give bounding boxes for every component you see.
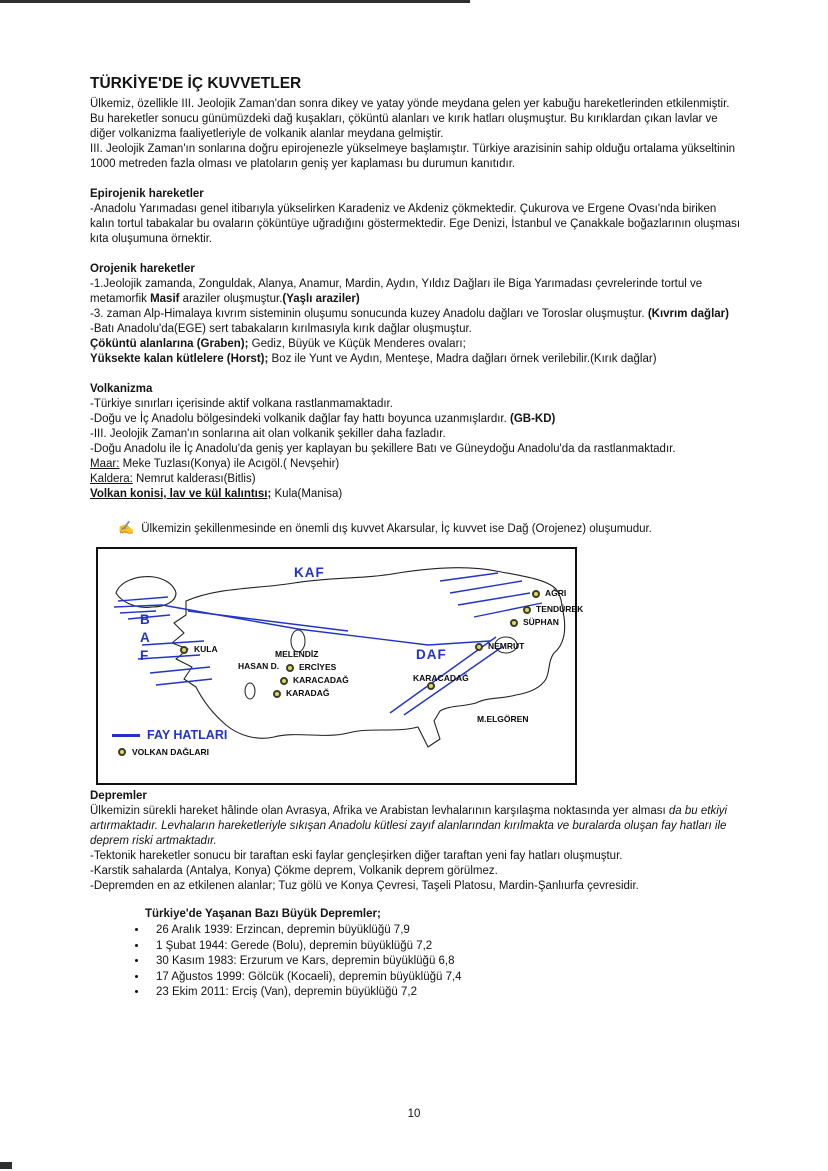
text-segment: Ülkemiz, özellikle III. Jeolojik Zaman'dan sonra dikey ve yatay yönde meydana gelen yer kabuğu hareketlerinden etkilenmiştir. Bu hareketler sonucu günümüzdeki dağ kuşakları, çöküntü alanları ve kırık hatları oluşmuştur. Bu kırıklardan çıkan lavlar ve diğer volkanizma faaliyetleriyle de volkanik alanlar meydana gelmiştir. bbox=[90, 98, 730, 140]
earthquake-item: • 30 Kasım 1983: Erzurum ve Kars, depremin büyüklüğü 6,8 bbox=[148, 954, 742, 970]
volcano-label: AĞRI bbox=[545, 588, 567, 598]
text-segment: Gediz, Büyük ve Küçük Menderes ovaları; bbox=[248, 338, 466, 350]
text-segment: (GB-KD) bbox=[510, 413, 556, 425]
legend-fault-label: FAY HATLARI bbox=[147, 728, 228, 742]
volcano-marker-icon bbox=[523, 606, 531, 614]
volcano-label: HASAN D. bbox=[238, 661, 280, 671]
earthquake-list bbox=[90, 923, 742, 1001]
earthquake-item: • 17 Ağustos 1999: Gölcük (Kocaeli), depremin büyüklüğü 7,4 bbox=[148, 970, 742, 986]
baf-letter: B bbox=[140, 612, 150, 627]
legend-fault-lines bbox=[112, 728, 227, 742]
volcano-marker-icon bbox=[280, 677, 288, 685]
page-number: 10 bbox=[407, 1108, 421, 1120]
text-segment: III. Jeolojik Zaman'ın sonlarına doğru epirojenezle yükselmeye başlamıştır. Türkiye arazisinin sahip olduğu ortalama yükseltinin 1000 metreden fazla olması ve platoların geniş yer kaplaması bu durumun kanıtıdır. bbox=[90, 143, 736, 170]
text-segment: Orojenik hareketler bbox=[90, 263, 195, 275]
text-segment: -Batı Anadolu'da(EGE) sert tabakaların kırılmasıyla kırık dağlar oluşmuştur. bbox=[90, 323, 472, 335]
depremler-line-3 bbox=[90, 879, 742, 894]
text-segment: Nemrut kalderası(Bitlis) bbox=[132, 473, 256, 485]
volkanizma-maar-line bbox=[90, 457, 742, 472]
text-segment: (Kıvrım dağlar) bbox=[647, 308, 729, 320]
depremler-line-1 bbox=[90, 849, 742, 864]
volcano-marker-icon bbox=[475, 643, 483, 651]
legend-volcano-label: VOLKAN DAĞLARI bbox=[132, 747, 209, 757]
map-overlay bbox=[98, 549, 584, 783]
volcano-label: KULA bbox=[194, 644, 218, 654]
earthquake-item: • 1 Şubat 1944: Gerede (Bolu), depremin büyüklüğü 7,2 bbox=[148, 939, 742, 955]
volcano-label: M.ELGÖREN bbox=[477, 714, 529, 724]
section-heading-orojenik bbox=[90, 262, 742, 277]
volcano-marker-swatch-icon bbox=[118, 748, 126, 756]
text-segment: araziler oluşmuştur. bbox=[179, 293, 283, 305]
volcano-marker-icon bbox=[532, 590, 540, 598]
volkanizma-line-3 bbox=[90, 427, 742, 442]
text-segment: -Tektonik hareketler sonucu bir taraftan eski faylar gençleşirken diğer taraftan yeni fay hatları oluşmuştur. bbox=[90, 850, 623, 862]
text-segment: -Türkiye sınırları içerisinde aktif volkana rastlanmamaktadır. bbox=[90, 398, 393, 410]
volcano-label: NEMRUT bbox=[488, 641, 525, 651]
legend-volcano-mountains bbox=[118, 747, 209, 757]
text-segment: -Anadolu Yarımadası genel itibarıyla yükselirken Karadeniz ve Akdeniz çökmektedir. Çukurova ve Ergene Ovası'nda biriken kalın tortul tabakalar bu ovaların çöküntüye uğradığını göstermektedir. Ege Denizi, İstanbul ve Çanakkale boğazlarının oluşması kıta oluşumuna örnektir. bbox=[90, 203, 741, 245]
depremler-paragraph bbox=[90, 804, 742, 849]
hand-writing-icon: ✍ bbox=[118, 520, 135, 535]
scan-artifact-corner bbox=[0, 1162, 12, 1169]
earthquakes-subheading bbox=[145, 907, 742, 922]
text-segment: -Karstik sahalarda (Antalya, Konya) Çökme deprem, Volkanik deprem görülmez. bbox=[90, 865, 498, 877]
text-segment: Kula(Manisa) bbox=[271, 488, 343, 500]
volcano-label: KARACADAĞ bbox=[293, 675, 349, 685]
text-segment: Maar: bbox=[90, 458, 120, 470]
volcano-label: TENDÜREK bbox=[536, 604, 584, 614]
turkey-map bbox=[96, 547, 584, 785]
text-segment: -Depremden en az etkilenen alanlar; Tuz gölü ve Konya Çevresi, Taşeli Platosu, Mardin-Şanlıurfa çevresidir. bbox=[90, 880, 639, 892]
text-segment: Çöküntü alanlarına (Graben); bbox=[90, 338, 249, 350]
text-segment: TÜRKİYE'DE İÇ KUVVETLER bbox=[90, 75, 302, 92]
intro-paragraph-2 bbox=[90, 142, 742, 172]
kaf-fault-label: KAF bbox=[294, 565, 325, 580]
orojenik-line-3 bbox=[90, 322, 742, 337]
baf-letter: A bbox=[140, 630, 150, 645]
text-segment: da bu etkiyi artırmaktadır. Levhaların hareketleriyle sıkışan Anadolu kütlesi zayıf alanlarından kırılmakta ve buralarda oluşan fay hatları ile deprem riski artmaktadır. bbox=[90, 805, 728, 847]
volkanizma-koni-line bbox=[90, 487, 742, 502]
volkanizma-line-4 bbox=[90, 442, 742, 457]
epirojenik-paragraph bbox=[90, 202, 742, 247]
text-segment: -Doğu Anadolu ile İç Anadolu'da geniş yer kaplayan bu şekillere Batı ve Güneydoğu Anadolu'da da rastlanmaktadır. bbox=[90, 443, 676, 455]
volkanizma-line-2 bbox=[90, 412, 742, 427]
section-heading-volkanizma bbox=[90, 382, 742, 397]
text-segment: Depremler bbox=[90, 790, 147, 802]
text-segment: Ülkemizin şekillenmesinde en önemli dış kuvvet Akarsular, İç kuvvet ise Dağ (Orojenez) oluşumudur. bbox=[141, 523, 652, 535]
orojenik-line-5 bbox=[90, 352, 742, 367]
volcano-marker-icon bbox=[427, 682, 435, 690]
note-line bbox=[118, 520, 742, 537]
intro-paragraph-1 bbox=[90, 97, 742, 142]
volcano-label: SÜPHAN bbox=[523, 617, 559, 627]
doc-blocks-top bbox=[90, 74, 742, 537]
earthquake-item: • 23 Ekim 2011: Erciş (Van), depremin büyüklüğü 7,2 bbox=[148, 985, 742, 1001]
text-segment: (Yaşlı araziler) bbox=[282, 293, 360, 305]
section-heading-depremler bbox=[90, 789, 742, 804]
daf-fault-label: DAF bbox=[416, 647, 447, 662]
volcano-marker-icon bbox=[180, 646, 188, 654]
text-segment: Türkiye'de Yaşanan Bazı Büyük Depremler; bbox=[145, 908, 381, 920]
orojenik-line-4 bbox=[90, 337, 742, 352]
page-title bbox=[90, 74, 742, 94]
volcano-label: ERCİYES bbox=[299, 662, 337, 672]
text-segment: Kaldera: bbox=[90, 473, 133, 485]
volcano-label: KARADAĞ bbox=[286, 688, 330, 698]
text-segment: Boz ile Yunt ve Aydın, Menteşe, Madra dağları örnek verilebilir.(Kırık dağlar) bbox=[268, 353, 657, 365]
volcano-marker-icon bbox=[273, 690, 281, 698]
volkanizma-kaldera-line bbox=[90, 472, 742, 487]
depremler-line-2 bbox=[90, 864, 742, 879]
baf-fault-label bbox=[140, 613, 150, 662]
text-segment: Volkanizma bbox=[90, 383, 153, 395]
text-segment: Ülkemizin sürekli hareket hâlinde olan Avrasya, Afrika ve Arabistan levhalarının karşılaşma noktasında yer alması bbox=[90, 805, 669, 817]
volcano-label: KARACADAĞ bbox=[413, 673, 469, 683]
text-segment: -III. Jeolojik Zaman'ın sonlarına ait olan volkanik şekiller daha fazladır. bbox=[90, 428, 446, 440]
fault-line-swatch-icon bbox=[112, 734, 140, 737]
volcano-marker-icon bbox=[510, 619, 518, 627]
text-segment: Yüksekte kalan kütlelere (Horst); bbox=[90, 353, 269, 365]
volcano-marker-icon bbox=[286, 664, 294, 672]
text-segment: -Doğu ve İç Anadolu bölgesindeki volkanik dağlar fay hattı boyunca uzanmışlardır. bbox=[90, 413, 510, 425]
baf-letter: F bbox=[140, 648, 149, 663]
text-segment: Meke Tuzlası(Konya) ile Acıgöl.( Nevşehir) bbox=[119, 458, 340, 470]
text-segment: -1.Jeolojik zamanda, Zonguldak, Alanya, Anamur, Mardin, Aydın, Yıldız Dağları ile Biga Yarımadası çevrelerinde tortul ve metamorfik bbox=[90, 278, 703, 305]
text-segment: Epirojenik hareketler bbox=[90, 188, 204, 200]
section-heading-epirojenik bbox=[90, 187, 742, 202]
volkanizma-line-1 bbox=[90, 397, 742, 412]
volcano-label: MELENDİZ bbox=[275, 649, 319, 659]
earthquake-item: • 26 Aralık 1939: Erzincan, depremin büyüklüğü 7,9 bbox=[148, 923, 742, 939]
doc-blocks-bottom bbox=[90, 789, 742, 1001]
text-segment: Masif bbox=[150, 293, 180, 305]
text-segment: -3. zaman Alp-Himalaya kıvrım sisteminin oluşumu sonucunda kuzey Anadolu dağları ve Toroslar oluşmuştur. bbox=[90, 308, 648, 320]
orojenik-line-2 bbox=[90, 307, 742, 322]
orojenik-line-1 bbox=[90, 277, 742, 307]
scan-artifact-top bbox=[0, 0, 470, 3]
text-segment: Volkan konisi, lav ve kül kalıntısı; bbox=[90, 488, 272, 500]
